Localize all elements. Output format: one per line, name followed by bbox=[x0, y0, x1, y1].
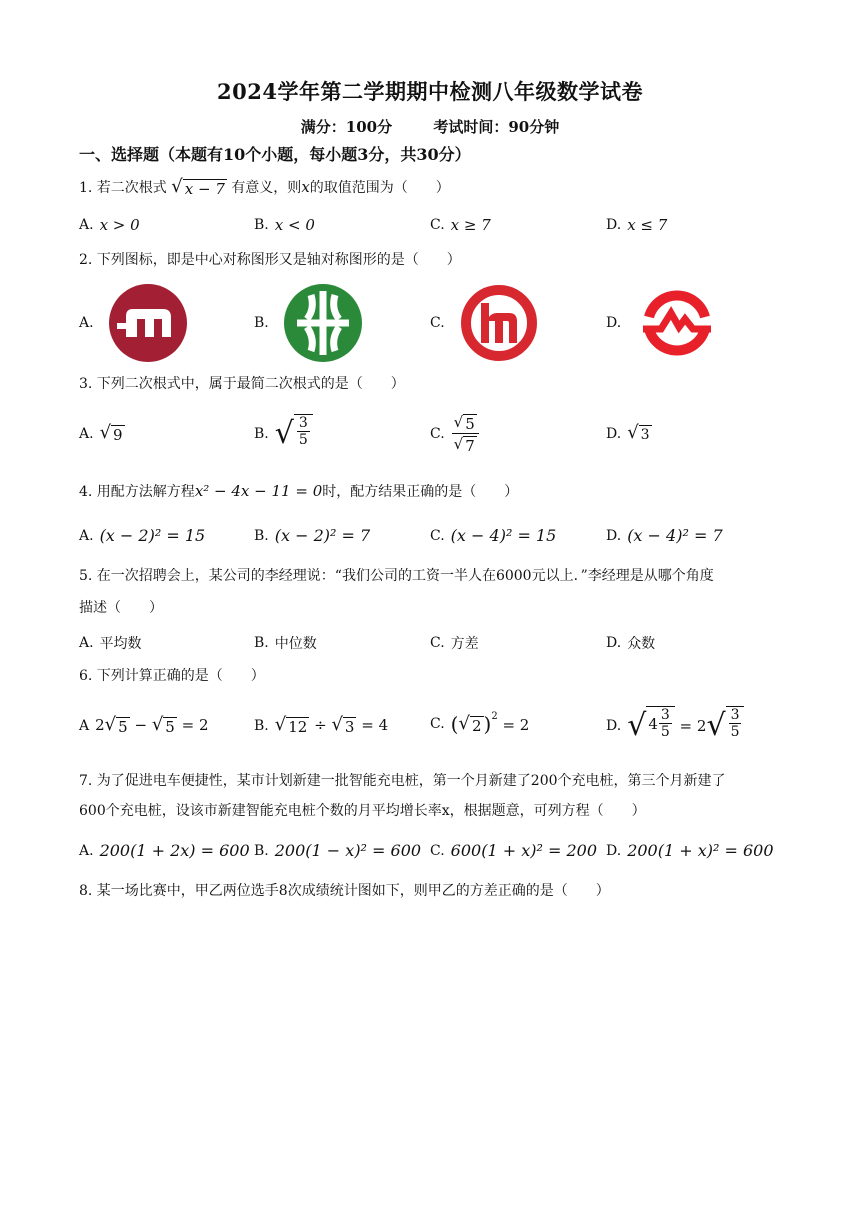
green-subway-logo-icon bbox=[283, 283, 363, 363]
q3-option-c[interactable]: C. √ 5 √ 7 bbox=[430, 412, 480, 455]
red-metro-logo-icon bbox=[637, 283, 717, 363]
q1-var: x bbox=[301, 178, 310, 196]
q6b-expr: √ 12 ÷ √ 3 = 4 bbox=[274, 714, 389, 736]
q3a-radical: √ 9 bbox=[99, 422, 123, 444]
q1-text-mid: 有意义，则 bbox=[231, 180, 302, 196]
q3c-fraction: √ 5 √ 7 bbox=[452, 412, 479, 455]
q5-option-d[interactable]: D. 众数 bbox=[606, 635, 656, 652]
q2-option-b[interactable]: B. bbox=[254, 283, 363, 363]
q6-option-c[interactable]: C. ( √ 2 ) $^2$ = 2 bbox=[430, 711, 530, 736]
q2-option-a[interactable]: A. bbox=[79, 283, 188, 363]
q5-option-b[interactable]: B. 中位数 bbox=[254, 635, 317, 652]
question-6: 6. 下列计算正确的是（ ） bbox=[79, 668, 265, 684]
question-5 bbox=[79, 565, 791, 619]
question-3: 3. 下列二次根式中，属于最简二次根式的是（ ） bbox=[79, 376, 405, 392]
red-m-ring-logo-icon bbox=[459, 283, 539, 363]
q1-option-a[interactable]: A. x > 0 bbox=[79, 216, 140, 234]
q1-option-d[interactable]: D. x ≤ 7 bbox=[606, 216, 668, 234]
q2-option-d[interactable]: D. bbox=[606, 283, 717, 363]
q6-option-a[interactable]: A 2 √ 5 − √ 5 = 2 bbox=[79, 714, 209, 736]
q7-line-2: 600个充电桩，设该市新建智能充电桩个数的月平均增长率x，根据题意，可列方程（ ） bbox=[79, 803, 646, 819]
maroon-m-logo-icon bbox=[108, 283, 188, 363]
q5-line-1: 5. 在一次招聘会上，某公司的李经理说：“我们公司的工资一半人在6000元以上．”李经理是从哪个角度 bbox=[79, 568, 714, 584]
q7-option-c[interactable]: C. 600(1 + x)² = 200 bbox=[430, 841, 598, 860]
exam-title: 2024学年第二学期期中检测八年级数学试卷 bbox=[217, 79, 643, 104]
q5-option-a[interactable]: A. 平均数 bbox=[79, 635, 142, 652]
q4-option-a[interactable]: A. (x − 2)² = 15 bbox=[79, 526, 206, 545]
question-2: 2. 下列图标，即是中心对称图形又是轴对称图形的是（ ） bbox=[79, 252, 461, 268]
full-score: 满分：100分 bbox=[300, 118, 393, 136]
q1-option-c[interactable]: C. x ≥ 7 bbox=[430, 216, 491, 234]
q5-line-2: 描述（ ） bbox=[79, 600, 163, 616]
q4-equation: x² − 4x − 11 = 0 bbox=[194, 482, 323, 500]
question-8: 8. 某一场比赛中，甲乙两位选手8次成绩统计图如下，则甲乙的方差正确的是（ ） bbox=[79, 883, 610, 899]
q7-line-1: 7. 为了促进电车便捷性，某市计划新建一批智能充电桩，第一个月新建了200个充电桩，第三个月新建了 bbox=[79, 773, 726, 789]
q4-option-c[interactable]: C. (x − 4)² = 15 bbox=[430, 526, 557, 545]
q6a-expr: 2 √ 5 − √ 5 = 2 bbox=[95, 714, 209, 736]
question-7 bbox=[79, 770, 791, 822]
q3-option-a[interactable]: A. √ 9 bbox=[79, 422, 123, 444]
q1-option-b[interactable]: B. x < 0 bbox=[254, 216, 315, 234]
q6c-expr: ( √ 2 ) $^2$ = 2 bbox=[450, 711, 530, 736]
q3d-radical: √ 3 bbox=[627, 422, 650, 443]
exam-time: 考试时间：90分钟 bbox=[433, 118, 560, 136]
q3-option-d[interactable]: D. √ 3 bbox=[606, 422, 650, 443]
question-1 bbox=[79, 176, 791, 199]
q1-radical: √ x − 7 bbox=[171, 176, 225, 198]
question-4: 4. 用配方法解方程x² − 4x − 11 = 0时，配方结果正确的是（ ） bbox=[79, 482, 519, 500]
q5-option-c[interactable]: C. 方差 bbox=[430, 635, 479, 652]
q3-option-b[interactable]: B. √ $\frac{3}{5}$ bbox=[254, 412, 313, 456]
q7-option-b[interactable]: B. 200(1 − x)² = 600 bbox=[254, 841, 422, 860]
q6d-expr: √ 4 $\frac{3}{5}$ = 2 √ $\frac{3}{5}$ bbox=[627, 704, 744, 748]
exam-subtitle bbox=[0, 116, 860, 137]
q4-option-b[interactable]: B. (x − 2)² = 7 bbox=[254, 526, 371, 545]
q1-text-post: 的取值范围为（ ） bbox=[309, 180, 450, 196]
q1-text-pre: 1. 若二次根式 bbox=[79, 180, 167, 196]
q2-option-c[interactable]: C. bbox=[430, 283, 539, 363]
q4-option-d[interactable]: D. (x − 4)² = 7 bbox=[606, 526, 723, 545]
q7-option-d[interactable]: D. 200(1 + x)² = 600 bbox=[606, 841, 774, 860]
q3b-radical: √ $\frac{3}{5}$ bbox=[275, 412, 313, 456]
q6-option-b[interactable]: B. √ 12 ÷ √ 3 = 4 bbox=[254, 714, 389, 736]
q6-option-d[interactable]: D. √ 4 $\frac{3}{5}$ = 2 √ $\frac{3}{5}$ bbox=[606, 704, 744, 748]
section-title: 一、选择题（本题有10个小题，每小题3分，共30分） bbox=[79, 145, 471, 164]
q7-option-a[interactable]: A. 200(1 + 2x) = 600 bbox=[79, 841, 250, 860]
